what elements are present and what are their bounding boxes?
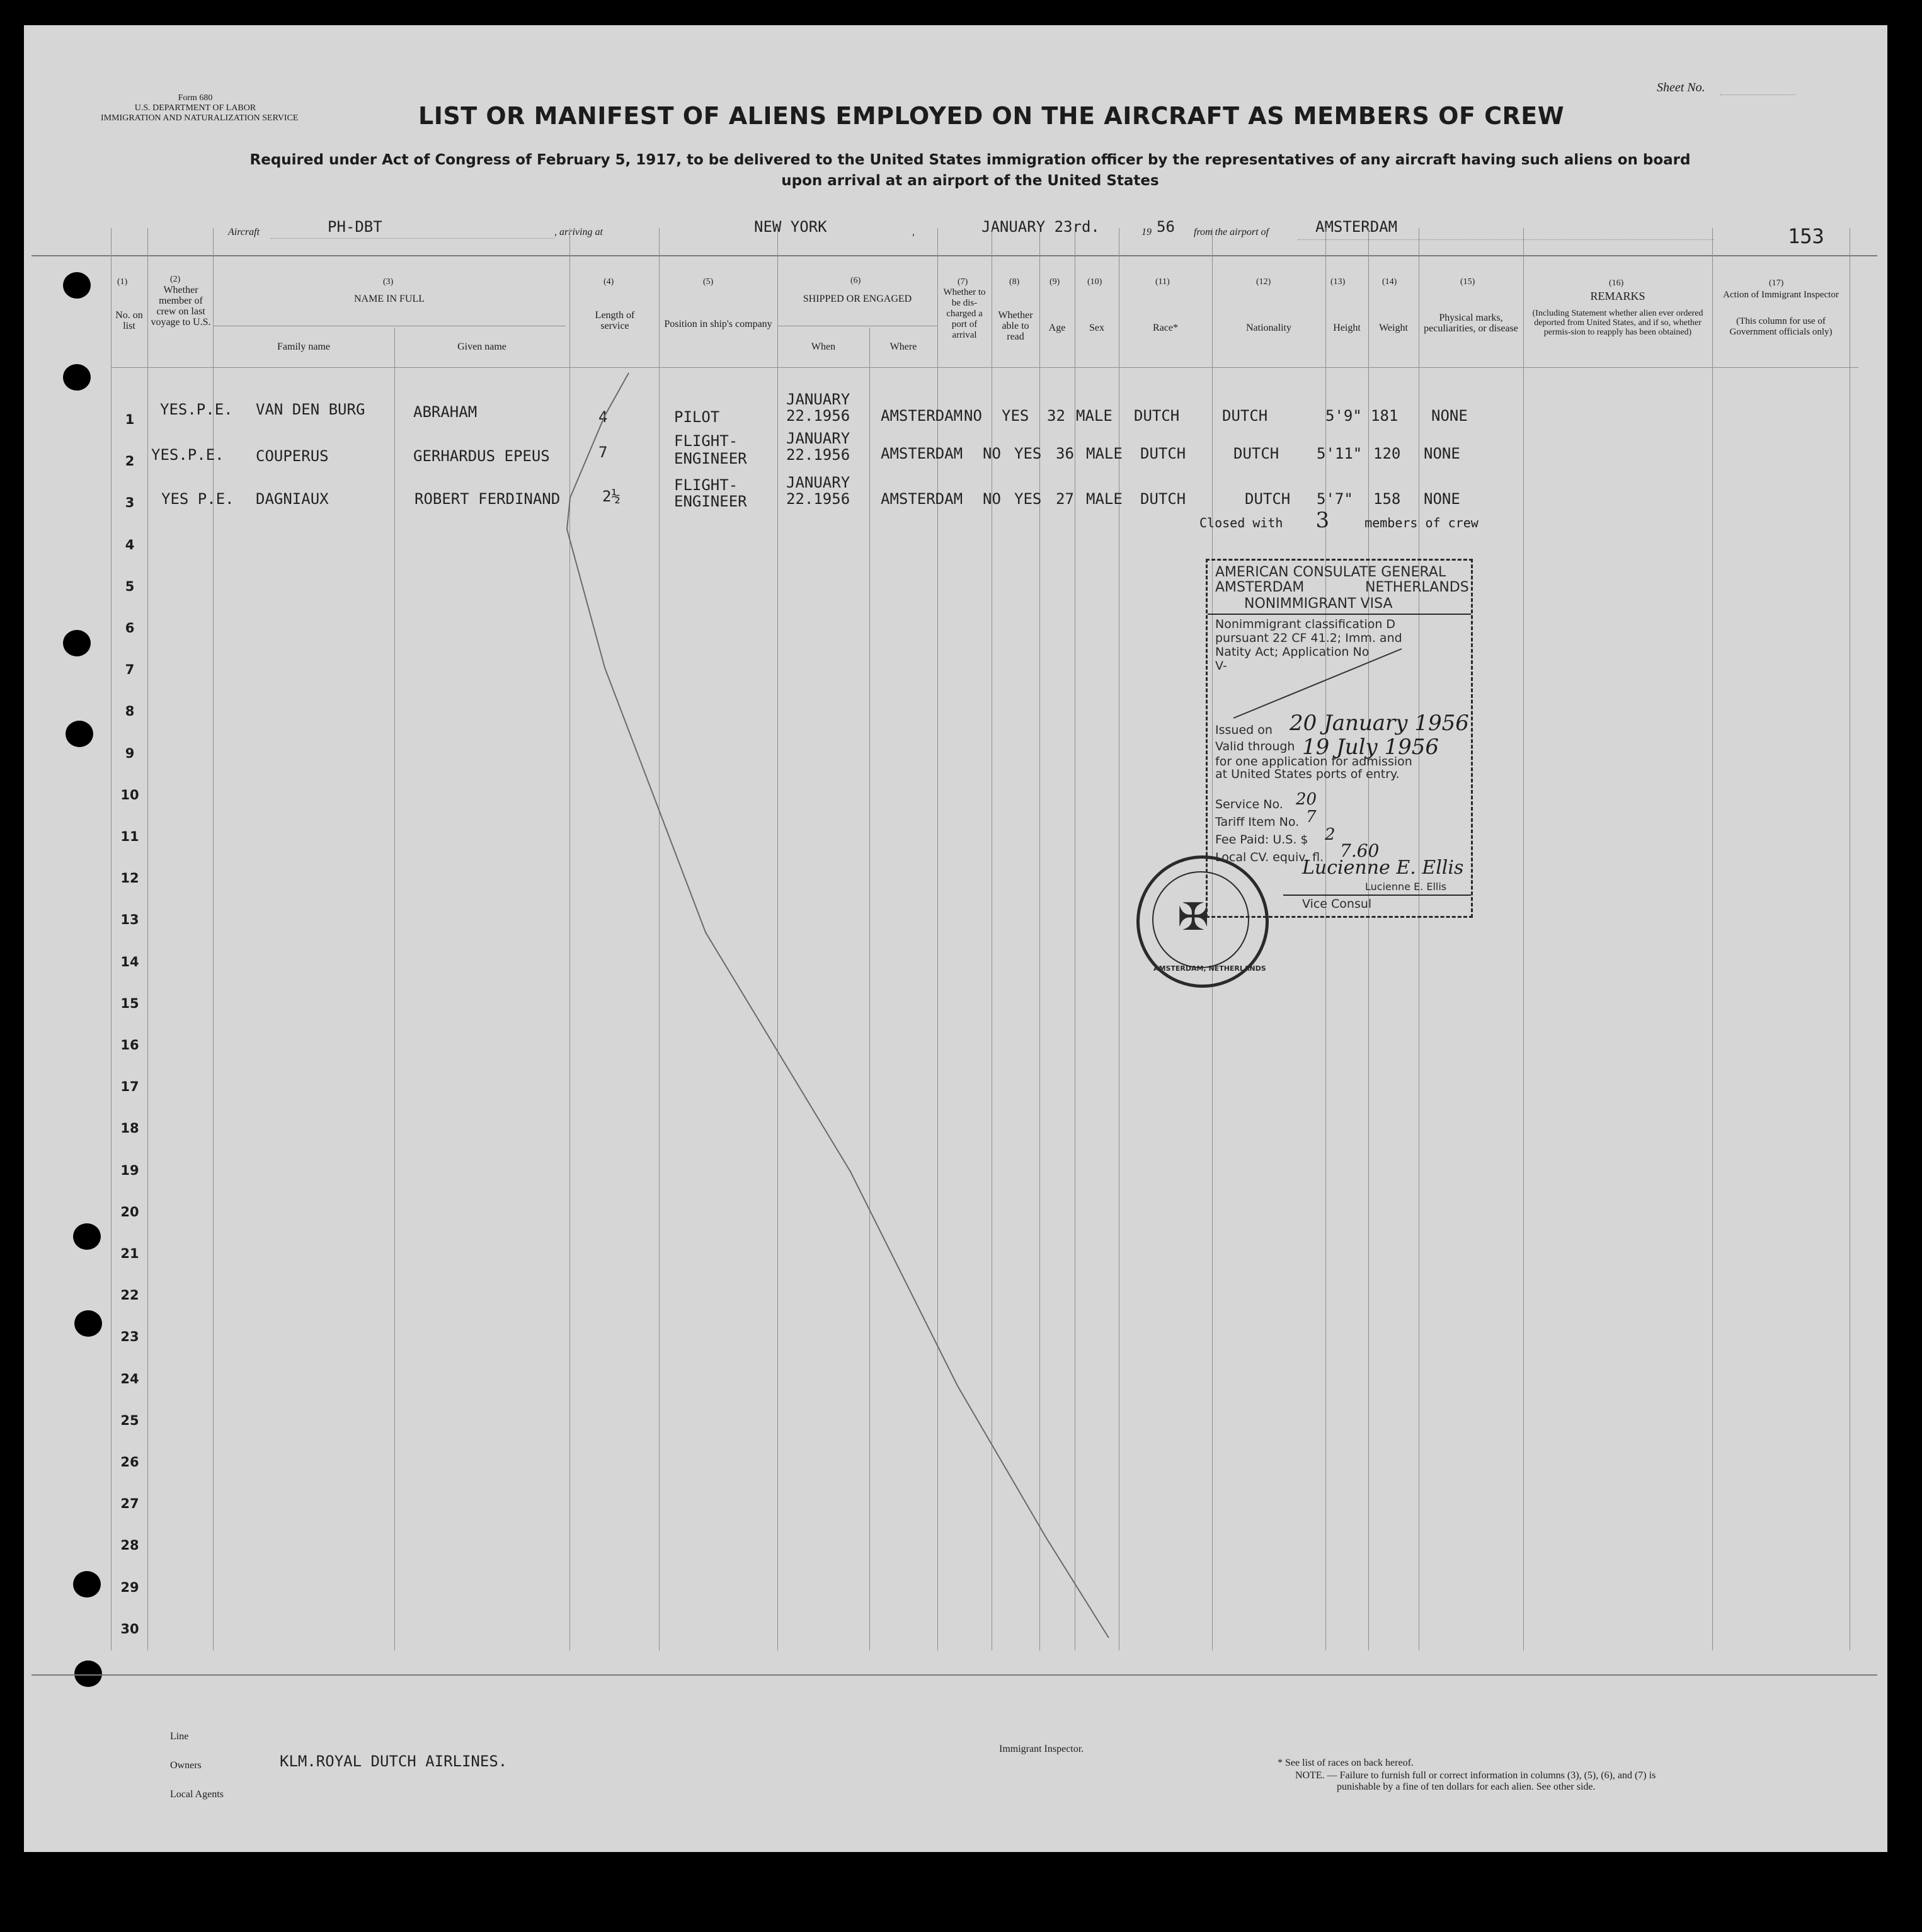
col-divider [1325, 228, 1326, 1650]
height: 5'11" [1317, 445, 1363, 462]
row-number: 22 [120, 1288, 139, 1303]
height: 5'7" [1317, 490, 1353, 508]
row-number: 8 [125, 704, 135, 719]
col9-header: Age [1048, 323, 1066, 333]
page-title: LIST OR MANIFEST OF ALIENS EMPLOYED ON THE AIRCRAFT AS MEMBERS OF CREW [418, 102, 1565, 130]
col7-header: Whether to be dis-charged a port of arrival [943, 287, 986, 340]
eagle-emblem-icon: ✠ [1177, 896, 1210, 938]
closed-suffix: members of crew [1364, 515, 1479, 530]
sheet-line [1720, 94, 1795, 95]
stamp-line: Natity Act; Application No [1215, 645, 1370, 659]
consul-signature: Lucienne E. Ellis [1302, 857, 1464, 879]
row-number: 28 [120, 1538, 139, 1553]
consul-role: Vice Consul [1302, 897, 1372, 911]
aircraft-label: Aircraft [228, 227, 260, 237]
col3-header: NAME IN FULL [354, 294, 425, 304]
arrival-date: JANUARY 23rd. [981, 218, 1100, 236]
row-number: 10 [120, 787, 139, 803]
shipped-when: 22.1956 [786, 490, 850, 508]
col17-number: (17) [1769, 278, 1784, 288]
comma: , [912, 227, 915, 237]
col-divider [569, 228, 570, 1650]
stamp-line: NONIMMIGRANT VISA [1244, 596, 1393, 612]
page-subtitle [208, 150, 1732, 191]
form-header [101, 93, 299, 123]
col6-number: (6) [850, 276, 861, 285]
punch-hole [63, 630, 91, 656]
row-number: 4 [125, 537, 135, 552]
arriving-value: NEW YORK [754, 218, 827, 236]
prev-voyage: YES.P.E. [151, 446, 224, 464]
discharged: NO [964, 407, 982, 425]
col3a-header: Family name [277, 341, 330, 352]
consulate-seal [1136, 855, 1269, 988]
discharged: NO [983, 445, 1001, 462]
row-number: 30 [120, 1621, 139, 1637]
able-to-read: YES [1014, 445, 1042, 462]
shipped-when: JANUARY [786, 474, 850, 491]
col6-header: SHIPPED OR ENGAGED [803, 294, 912, 304]
race: DUTCH [1140, 445, 1186, 462]
col-divider [1368, 228, 1369, 1650]
col9-number: (9) [1050, 277, 1060, 287]
footnote-note-2: punishable by a fine of ten dollars for each alien. See other side. [1337, 1781, 1596, 1792]
position: PILOT [674, 408, 720, 426]
length-of-service: 4 [598, 408, 608, 426]
subtitle-line-2: upon arrival at an airport of the United States [781, 173, 1159, 189]
from-label: from the airport of [1194, 227, 1269, 237]
col-divider [111, 228, 112, 1650]
department: U.S. DEPARTMENT OF LABOR [134, 103, 256, 113]
row-number: 18 [120, 1121, 139, 1136]
race: DUTCH [1134, 407, 1180, 425]
stamp-line: for one application for admission [1215, 755, 1412, 769]
table-top-rule [31, 255, 1877, 256]
row-number: 21 [120, 1246, 139, 1261]
row-number: 27 [120, 1496, 139, 1511]
discharged: NO [983, 490, 1001, 508]
punch-hole [74, 1660, 102, 1687]
col13-header: Height [1333, 323, 1361, 333]
row-number: 29 [120, 1580, 139, 1595]
sheet-label: Sheet No. [1657, 81, 1705, 94]
stamp-line: AMERICAN CONSULATE GENERAL [1215, 564, 1446, 580]
stamp-rule [1208, 614, 1471, 615]
col6a-header: When [811, 341, 836, 352]
aircraft-value: PH-DBT [328, 218, 382, 236]
able-to-read: YES [1014, 490, 1042, 508]
physical-marks: NONE [1424, 490, 1460, 508]
col11-number: (11) [1155, 277, 1170, 287]
col12-number: (12) [1256, 277, 1271, 287]
shipped-when: 22.1956 [786, 446, 850, 464]
length-of-service: 7 [598, 443, 608, 461]
sex: MALE [1086, 490, 1123, 508]
row-number: 12 [120, 871, 139, 886]
stamp-service-label: Service No. [1215, 797, 1283, 811]
col5-header: Position in ship's company [664, 319, 772, 329]
owners-label: Owners [170, 1760, 202, 1771]
stamp-tariff-label: Tariff Item No. [1215, 815, 1300, 829]
row-number: 25 [120, 1413, 139, 1428]
weight: 158 [1373, 490, 1401, 508]
stamp-issued-date: 20 January 1956 [1290, 711, 1469, 736]
row-number: 7 [125, 662, 135, 677]
stamp-rule [1283, 895, 1471, 896]
col11-header: Race* [1153, 323, 1178, 333]
col14-header: Weight [1379, 323, 1408, 333]
shipped-when: JANUARY [786, 430, 850, 447]
col1-header: No. on list [115, 310, 143, 331]
stamp-line: Nonimmigrant classification D [1215, 617, 1396, 631]
stamp-line: NETHERLANDS [1365, 580, 1469, 595]
col-divider [659, 228, 660, 1650]
col15-number: (15) [1460, 277, 1475, 287]
punch-hole [66, 721, 93, 747]
row-number: 5 [125, 579, 135, 594]
form-number: Form 680 [178, 93, 213, 103]
col4-header: Length of service [595, 310, 635, 331]
col12-header: Nationality [1246, 323, 1291, 333]
row-number: 11 [120, 829, 139, 844]
stamp-service-value: 20 [1296, 790, 1317, 809]
col5-number: (5) [703, 277, 714, 287]
weight: 120 [1373, 445, 1401, 462]
row-number: 2 [125, 454, 135, 469]
col-divider [213, 228, 214, 1650]
punch-hole [74, 1310, 102, 1337]
shipped-when: 22.1956 [786, 407, 850, 425]
footnote-races: * See list of races on back hereof. [1278, 1758, 1414, 1768]
col10-number: (10) [1087, 277, 1102, 287]
col2-number: (2) [170, 275, 181, 284]
from-airport: AMSTERDAM [1315, 218, 1398, 236]
nationality: DUTCH [1233, 445, 1279, 462]
row-number: 16 [120, 1037, 139, 1053]
punch-hole [63, 364, 91, 391]
inspector-label: Immigrant Inspector. [999, 1744, 1084, 1754]
col4-number: (4) [603, 277, 614, 287]
race: DUTCH [1140, 490, 1186, 508]
row-number: 20 [120, 1204, 139, 1220]
year-prefix: 19 [1141, 227, 1152, 237]
local-agents-label: Local Agents [170, 1789, 224, 1800]
col3-number: (3) [383, 277, 394, 287]
visa-stamp [1206, 559, 1473, 918]
stamp-valid-label: Valid through [1215, 740, 1295, 753]
col3b-header: Given name [457, 341, 506, 352]
col-divider [1712, 228, 1713, 1650]
col15-header: Physical marks, peculiarities, or disease [1424, 312, 1518, 334]
prev-voyage: YES P.E. [161, 490, 234, 508]
col-divider [394, 328, 395, 1650]
closed-prefix: Closed with [1199, 515, 1283, 530]
family-name: VAN DEN BURG [256, 401, 365, 418]
stamp-valid-date: 19 July 1956 [1302, 735, 1439, 760]
stamp-line: AMSTERDAM [1215, 580, 1305, 595]
shipped-where: AMSTERDAM [881, 407, 963, 425]
stamp-fee-label: Fee Paid: U.S. $ [1215, 833, 1308, 847]
page-number: 153 [1788, 224, 1824, 248]
arriving-label: , arriving at [554, 227, 603, 237]
col1-number: (1) [117, 277, 128, 287]
row-number: 26 [120, 1455, 139, 1470]
col14-number: (14) [1382, 277, 1397, 287]
punch-hole [63, 272, 91, 299]
sex: MALE [1086, 445, 1123, 462]
col-divider [1523, 228, 1524, 1650]
shipped-where: AMSTERDAM [881, 490, 963, 508]
stamp-issued-label: Issued on [1215, 723, 1273, 737]
weight: 181 [1371, 407, 1399, 425]
col-divider [869, 328, 870, 1650]
stamp-line: V- [1215, 659, 1227, 673]
col7-number: (7) [958, 277, 968, 287]
from-line [1298, 239, 1713, 240]
shipped-where: AMSTERDAM [881, 445, 963, 462]
row-number: 9 [125, 746, 135, 761]
col16-number: (16) [1609, 278, 1624, 288]
stamp-line: pursuant 22 CF 41.2; Imm. and [1215, 631, 1402, 645]
position: FLIGHT- [674, 432, 738, 450]
stamp-local-label: Local CV. equiv. fl. [1215, 850, 1324, 864]
position: FLIGHT- [674, 476, 738, 494]
given-name: ROBERT FERDINAND [415, 490, 561, 508]
physical-marks: NONE [1424, 445, 1460, 462]
age: 36 [1056, 445, 1074, 462]
col6b-header: Where [889, 341, 917, 352]
row-number: 1 [125, 412, 135, 427]
height: 5'9" [1325, 407, 1362, 425]
position: ENGINEER [674, 450, 747, 467]
row-number: 13 [120, 912, 139, 927]
col16-subheader: (Including Statement whether alien ever ordered deported from United States, and if so, whether permis-sion to reapply has been obtained) [1532, 309, 1703, 337]
stamp-line: at United States ports of entry. [1215, 767, 1400, 781]
row-number: 19 [120, 1163, 139, 1178]
nationality: DUTCH [1245, 490, 1291, 508]
nationality: DUTCH [1222, 407, 1268, 425]
stamp-tariff-value: 7 [1306, 808, 1317, 826]
row-number: 24 [120, 1371, 139, 1386]
col-divider [147, 228, 148, 1650]
row-number: 17 [120, 1079, 139, 1094]
family-name: DAGNIAUX [256, 490, 329, 508]
row-number: 6 [125, 620, 135, 636]
col17-header: Action of Immigrant Inspector [1723, 290, 1839, 300]
position: ENGINEER [674, 493, 747, 510]
col8-header: Whether able to read [998, 310, 1033, 342]
age: 27 [1056, 490, 1074, 508]
col13-number: (13) [1330, 277, 1346, 287]
length-of-service: 2½ [602, 488, 621, 505]
col2-header: Whether member of crew on last voyage to U.S. [151, 285, 211, 328]
col17-subheader: (This column for use of Government officials only) [1729, 316, 1833, 337]
family-name: COUPERUS [256, 447, 329, 465]
col10-header: Sex [1089, 323, 1104, 333]
seal-text: AMSTERDAM, NETHERLANDS [1153, 964, 1266, 973]
punch-hole [73, 1223, 101, 1250]
footnote-note-1: NOTE. — Failure to furnish full or correct information in columns (3), (5), (6), and (7) is [1295, 1770, 1656, 1781]
able-to-read: YES [1002, 407, 1029, 425]
prev-voyage: YES.P.E. [160, 401, 233, 418]
closed-count: 3 [1315, 508, 1330, 533]
line-label: Line [170, 1731, 189, 1742]
punch-hole [73, 1571, 101, 1598]
sex: MALE [1076, 407, 1113, 425]
owners-value: KLM.ROYAL DUTCH AIRLINES. [280, 1752, 508, 1770]
age: 32 [1047, 407, 1065, 425]
header-bottom-rule [111, 367, 1858, 368]
stamp-fee-value: 2 [1325, 825, 1336, 844]
physical-marks: NONE [1431, 407, 1468, 425]
table-bottom-rule [31, 1674, 1877, 1676]
col16-header: REMARKS [1590, 290, 1645, 302]
aircraft-line [271, 238, 554, 239]
given-name: ABRAHAM [413, 403, 478, 421]
row-number: 3 [125, 495, 135, 510]
service-name: IMMIGRATION AND NATURALIZATION SERVICE [101, 113, 299, 123]
row-number: 23 [120, 1329, 139, 1344]
stamp-local-value: 7.60 [1340, 840, 1380, 861]
row-number: 14 [120, 954, 139, 969]
arrival-year: 56 [1157, 218, 1175, 236]
consul-typed-name: Lucienne E. Ellis [1365, 881, 1447, 893]
closed-note [1199, 508, 1479, 533]
row-number: 15 [120, 996, 139, 1011]
col-divider [1039, 228, 1040, 1650]
col8-number: (8) [1009, 277, 1020, 287]
col-divider [937, 228, 938, 1650]
given-name: GERHARDUS EPEUS [413, 447, 550, 465]
shipped-when: JANUARY [786, 391, 850, 408]
col-divider [777, 228, 778, 1650]
subtitle-line-1: Required under Act of Congress of February 5, 1917, to be delivered to the United States immigration officer by the representatives of any aircraft having such aliens on board [249, 152, 1691, 168]
